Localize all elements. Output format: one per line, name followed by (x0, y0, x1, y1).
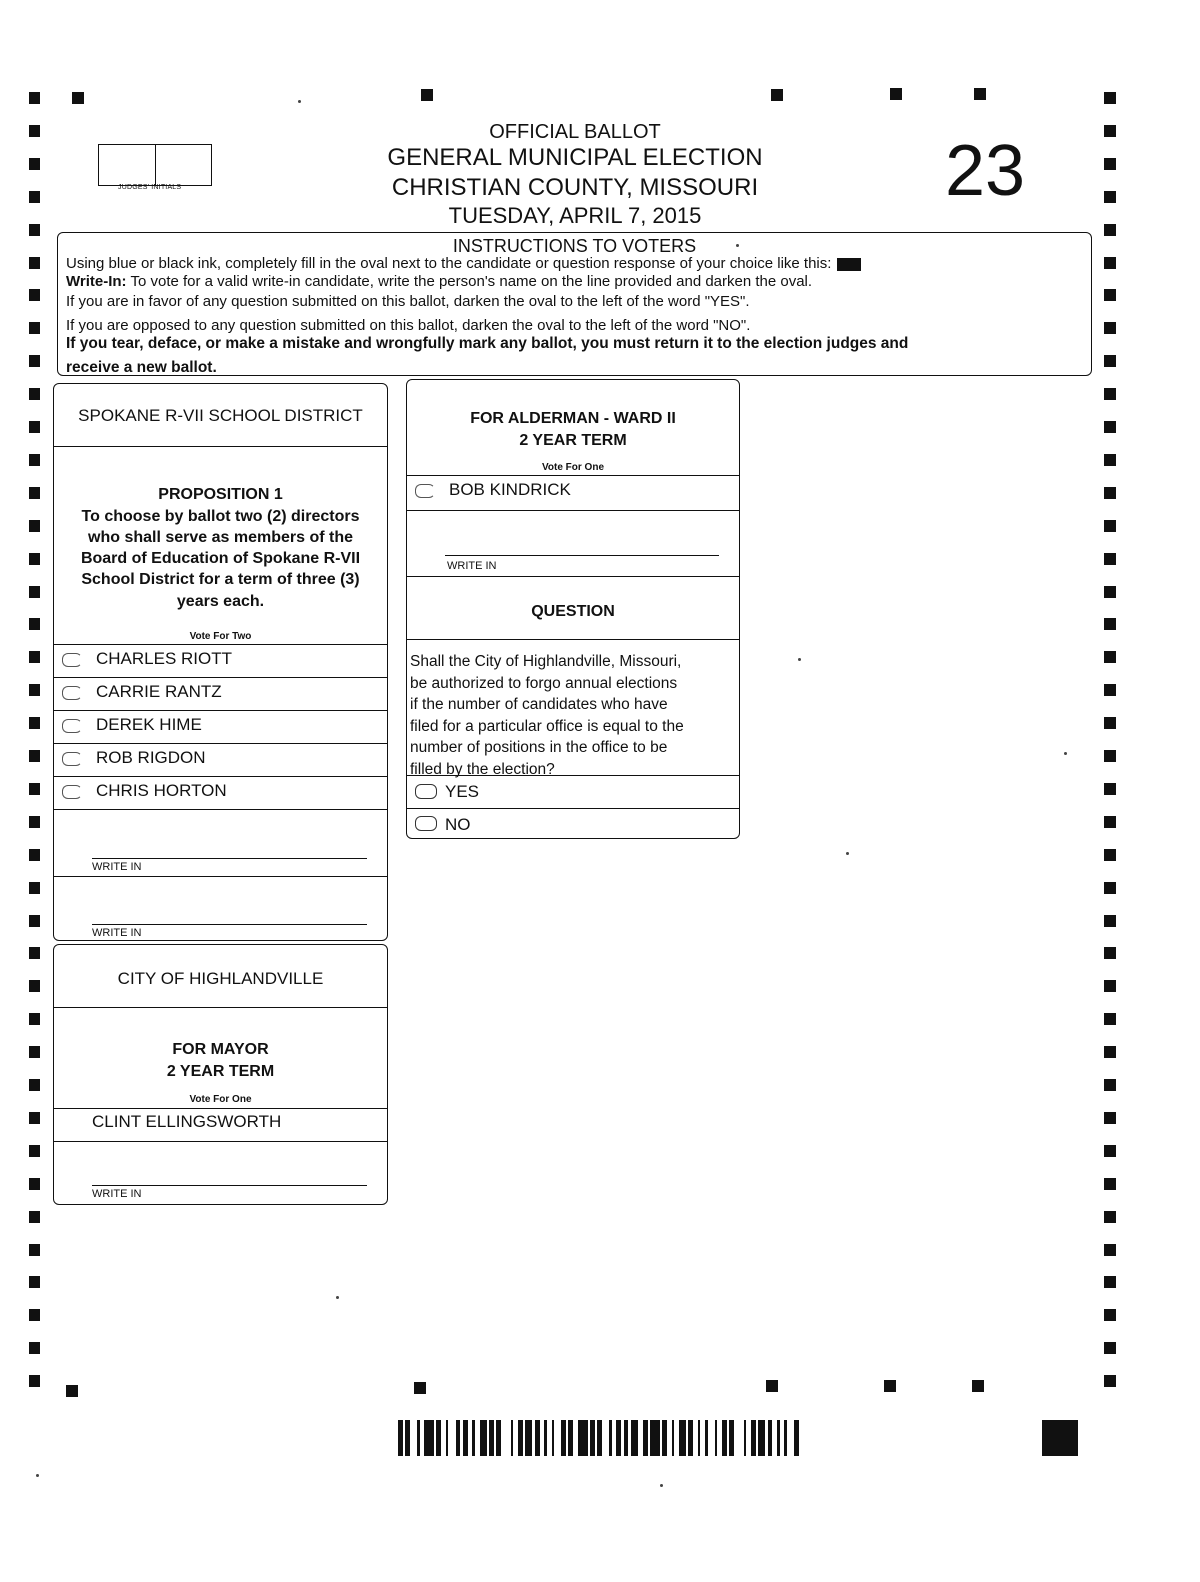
barcode-bar (758, 1420, 765, 1456)
instruction-text: Using blue or black ink, completely fill in the oval next to the candidate or question response of your choice like this: (66, 255, 832, 272)
proposition-title: PROPOSITION 1 (158, 486, 283, 503)
write-in-label: WRITE IN (92, 861, 142, 873)
candidate-name: CHARLES RIOTT (96, 649, 233, 668)
proposition-desc: Board of Education of Spokane R-VII (80, 550, 361, 567)
timing-mark (972, 1380, 984, 1392)
vote-for-label: Vote For One (541, 462, 605, 473)
timing-mark (29, 1079, 40, 1091)
barcode-bar (672, 1420, 674, 1456)
candidate-name: CLINT ELLINGSWORTH (92, 1112, 282, 1131)
barcode-bar (463, 1420, 468, 1456)
barcode-bar (578, 1420, 588, 1456)
timing-mark (29, 388, 40, 400)
barcode-bar (489, 1420, 494, 1456)
proposition-desc: To choose by ballot two (2) directors (81, 508, 360, 525)
barcode-bar (729, 1420, 734, 1456)
timing-mark (29, 882, 40, 894)
timing-mark (1104, 586, 1116, 598)
candidate-oval[interactable] (62, 752, 82, 766)
timing-mark (29, 1178, 40, 1190)
barcode-bar (777, 1420, 779, 1456)
timing-mark (29, 586, 40, 598)
registration-block (1042, 1420, 1078, 1456)
timing-mark (1104, 882, 1116, 894)
judge-initial-cell-1[interactable] (99, 145, 155, 185)
timing-mark (29, 1342, 40, 1354)
barcode-bar (405, 1420, 410, 1456)
barcode-bar (472, 1420, 474, 1456)
barcode-bar (631, 1420, 638, 1456)
instruction-line (66, 256, 1085, 271)
timing-mark (1104, 553, 1116, 565)
barcode-bar (784, 1420, 786, 1456)
timing-mark (29, 1375, 40, 1387)
timing-mark (29, 783, 40, 795)
barcode-bar (552, 1420, 554, 1456)
candidate-oval[interactable] (62, 719, 82, 733)
timing-mark (1104, 1375, 1116, 1387)
timing-mark (29, 1013, 40, 1025)
school-district-contest (53, 383, 388, 941)
district-name: SPOKANE R-VII SCHOOL DISTRICT (78, 406, 363, 425)
office-title: FOR MAYOR (172, 1041, 269, 1058)
timing-mark (771, 89, 783, 101)
timing-mark (414, 1382, 426, 1394)
barcode-bar (480, 1420, 487, 1456)
candidate-oval[interactable] (415, 484, 435, 498)
scan-speck (736, 244, 739, 247)
barcode-bar (417, 1420, 419, 1456)
barcode-bar (794, 1420, 799, 1456)
timing-mark (29, 421, 40, 433)
timing-mark (29, 191, 40, 203)
no-label: NO (445, 815, 471, 834)
instruction-line: If you are opposed to any question submitted on this ballot, darken the oval to the left of the word "NO". (66, 317, 751, 334)
instructions-title: INSTRUCTIONS TO VOTERS (452, 236, 697, 256)
timing-mark (29, 1309, 40, 1321)
write-in-line[interactable] (92, 924, 367, 925)
timing-mark (766, 1380, 778, 1392)
barcode-bar (609, 1420, 611, 1456)
question-title: QUESTION (531, 603, 615, 620)
timing-mark (29, 1046, 40, 1058)
barcode-bar (424, 1420, 434, 1456)
question-line: be authorized to forgo annual elections (410, 674, 678, 692)
candidate-oval[interactable] (62, 686, 82, 700)
barcode-bar (561, 1420, 566, 1456)
vote-for-label: Vote For One (189, 1094, 252, 1105)
judges-initials-label: JUDGES' INITIALS (118, 184, 182, 191)
scan-speck (846, 852, 849, 855)
proposition-desc: School District for a term of three (3) (81, 571, 360, 588)
write-in-label: WRITE IN (92, 927, 142, 939)
timing-mark (29, 750, 40, 762)
timing-mark (421, 89, 433, 101)
timing-mark (29, 355, 40, 367)
timing-mark (1104, 158, 1116, 170)
timing-mark (1104, 618, 1116, 630)
question-line: if the number of candidates who have (410, 696, 668, 713)
barcode-bar (436, 1420, 441, 1456)
timing-mark (1104, 717, 1116, 729)
instruction-line: receive a new ballot. (66, 359, 217, 376)
timing-mark (1104, 224, 1116, 236)
question-line: filed for a particular office is equal to the (410, 717, 684, 735)
timing-mark (29, 618, 40, 630)
timing-mark (1104, 947, 1116, 959)
write-in-line[interactable] (92, 858, 367, 859)
timing-mark (29, 849, 40, 861)
barcode-bar (705, 1420, 707, 1456)
judges-initials-box[interactable] (98, 144, 212, 186)
timing-mark (1104, 915, 1116, 927)
barcode-bar (456, 1420, 461, 1456)
timing-mark (29, 553, 40, 565)
timing-mark (29, 1112, 40, 1124)
timing-mark (29, 980, 40, 992)
timing-mark (29, 651, 40, 663)
election-title: GENERAL MUNICIPAL ELECTION (387, 144, 763, 171)
yes-label: YES (445, 782, 480, 801)
timing-mark (1104, 1079, 1116, 1091)
question-line: number of positions in the office to be (410, 739, 668, 756)
timing-mark (1104, 191, 1116, 203)
barcode-bar (518, 1420, 523, 1456)
barcode-bar (544, 1420, 546, 1456)
timing-mark (1104, 322, 1116, 334)
barcode-bar (744, 1420, 746, 1456)
yes-oval[interactable] (415, 784, 437, 799)
timing-mark (29, 1276, 40, 1288)
timing-mark (1104, 1046, 1116, 1058)
writein-text: To vote for a valid write-in candidate, write the person's name on the line provided and darken the oval. (130, 273, 813, 290)
timing-mark (1104, 816, 1116, 828)
barcode-bar (751, 1420, 756, 1456)
timing-mark (1104, 651, 1116, 663)
timing-mark (72, 92, 84, 104)
barcode-bar (616, 1420, 621, 1456)
barcode-bar (590, 1420, 595, 1456)
timing-mark (29, 322, 40, 334)
office-term: 2 YEAR TERM (519, 432, 627, 449)
barcode-bar (698, 1420, 700, 1456)
candidate-name: CARRIE RANTZ (96, 682, 222, 701)
timing-mark (1104, 1342, 1116, 1354)
scan-speck (660, 1484, 663, 1487)
barcode-bar (688, 1420, 693, 1456)
scan-speck (336, 1296, 339, 1299)
barcode-bar (679, 1420, 686, 1456)
timing-mark (29, 717, 40, 729)
candidate-name: ROB RIGDON (96, 748, 206, 767)
barcode-bar (722, 1420, 727, 1456)
scan-speck (1064, 752, 1067, 755)
barcode-bar (768, 1420, 773, 1456)
scan-speck (298, 100, 301, 103)
timing-mark (1104, 1211, 1116, 1223)
barcode-bar (535, 1420, 540, 1456)
instruction-line: If you are in favor of any question submitted on this ballot, darken the oval to the left of the word "YES". (66, 293, 750, 310)
instructions-box (57, 232, 1092, 376)
write-in-line[interactable] (445, 555, 719, 556)
writein-label: Write-In: (66, 273, 127, 290)
barcode-bar (624, 1420, 629, 1456)
barcode-bar (597, 1420, 602, 1456)
barcode-bar (398, 1420, 403, 1456)
timing-mark (1104, 783, 1116, 795)
barcode-bar (568, 1420, 573, 1456)
timing-mark (29, 1244, 40, 1256)
barcode-bar (446, 1420, 448, 1456)
barcode-bar (662, 1420, 667, 1456)
ballot-title: OFFICIAL BALLOT (489, 121, 661, 143)
timing-mark (1104, 684, 1116, 696)
question-line: Shall the City of Highlandville, Missouri, (410, 653, 682, 670)
city-name: CITY OF HIGHLANDVILLE (117, 969, 324, 988)
barcode-bar (496, 1420, 501, 1456)
barcode (398, 1420, 888, 1456)
timing-mark (29, 947, 40, 959)
timing-mark (1104, 520, 1116, 532)
timing-mark (1104, 1309, 1116, 1321)
timing-mark (1104, 1112, 1116, 1124)
timing-mark (29, 289, 40, 301)
barcode-bar (650, 1420, 660, 1456)
write-in-label: WRITE IN (92, 1188, 142, 1200)
timing-mark (29, 487, 40, 499)
timing-mark (29, 158, 40, 170)
timing-mark (29, 1211, 40, 1223)
timing-mark (1104, 125, 1116, 137)
timing-mark (1104, 257, 1116, 269)
vote-for-label: Vote For Two (189, 631, 252, 642)
timing-mark (29, 1145, 40, 1157)
instruction-line (66, 274, 1085, 289)
proposition-desc: years each. (176, 593, 265, 610)
timing-mark (1104, 1145, 1116, 1157)
timing-mark (29, 125, 40, 137)
timing-mark (1104, 1244, 1116, 1256)
no-oval[interactable] (415, 816, 437, 831)
timing-mark (1104, 421, 1116, 433)
candidate-name: BOB KINDRICK (449, 480, 571, 499)
county-title: CHRISTIAN COUNTY, MISSOURI (391, 174, 759, 201)
timing-mark (29, 520, 40, 532)
timing-mark (1104, 355, 1116, 367)
candidate-name: DEREK HIME (96, 715, 202, 734)
timing-mark (884, 1380, 896, 1392)
barcode-bar (511, 1420, 513, 1456)
alderman-contest (406, 379, 740, 839)
question-text (410, 651, 684, 780)
instruction-line: If you tear, deface, or make a mistake and wrongfully mark any ballot, you must return it to the election judges and (66, 335, 909, 352)
judge-initial-cell-2[interactable] (155, 145, 212, 185)
candidate-oval[interactable] (62, 653, 82, 667)
timing-mark (1104, 487, 1116, 499)
scan-speck (798, 658, 801, 661)
timing-mark (974, 88, 986, 100)
timing-mark (1104, 92, 1116, 104)
ballot-number: 23 (945, 131, 1026, 211)
timing-mark (1104, 750, 1116, 762)
timing-mark (1104, 1178, 1116, 1190)
timing-mark (1104, 289, 1116, 301)
timing-mark (29, 816, 40, 828)
timing-mark (29, 92, 40, 104)
filled-oval-example-icon (837, 258, 861, 271)
write-in-line[interactable] (92, 1185, 367, 1186)
barcode-bar (643, 1420, 648, 1456)
timing-mark (1104, 388, 1116, 400)
timing-mark (29, 257, 40, 269)
city-contest (53, 944, 388, 1205)
election-date: TUESDAY, APRIL 7, 2015 (448, 203, 702, 228)
timing-mark (1104, 1276, 1116, 1288)
timing-mark (29, 224, 40, 236)
timing-mark (890, 88, 902, 100)
timing-mark (29, 684, 40, 696)
proposition-desc: who shall serve as members of the (88, 529, 353, 546)
timing-mark (1104, 980, 1116, 992)
write-in-label: WRITE IN (447, 560, 497, 572)
scan-speck (36, 1474, 39, 1477)
office-term: 2 YEAR TERM (166, 1063, 275, 1080)
timing-mark (66, 1385, 78, 1397)
timing-mark (1104, 454, 1116, 466)
office-title: FOR ALDERMAN - WARD II (470, 410, 676, 427)
question-line: filled by the election? (410, 760, 555, 778)
timing-mark (1104, 1013, 1116, 1025)
candidate-oval[interactable] (62, 785, 82, 799)
timing-mark (29, 454, 40, 466)
timing-mark (1104, 849, 1116, 861)
barcode-bar (525, 1420, 532, 1456)
candidate-name: CHRIS HORTON (96, 781, 227, 800)
timing-mark (29, 915, 40, 927)
barcode-bar (715, 1420, 717, 1456)
